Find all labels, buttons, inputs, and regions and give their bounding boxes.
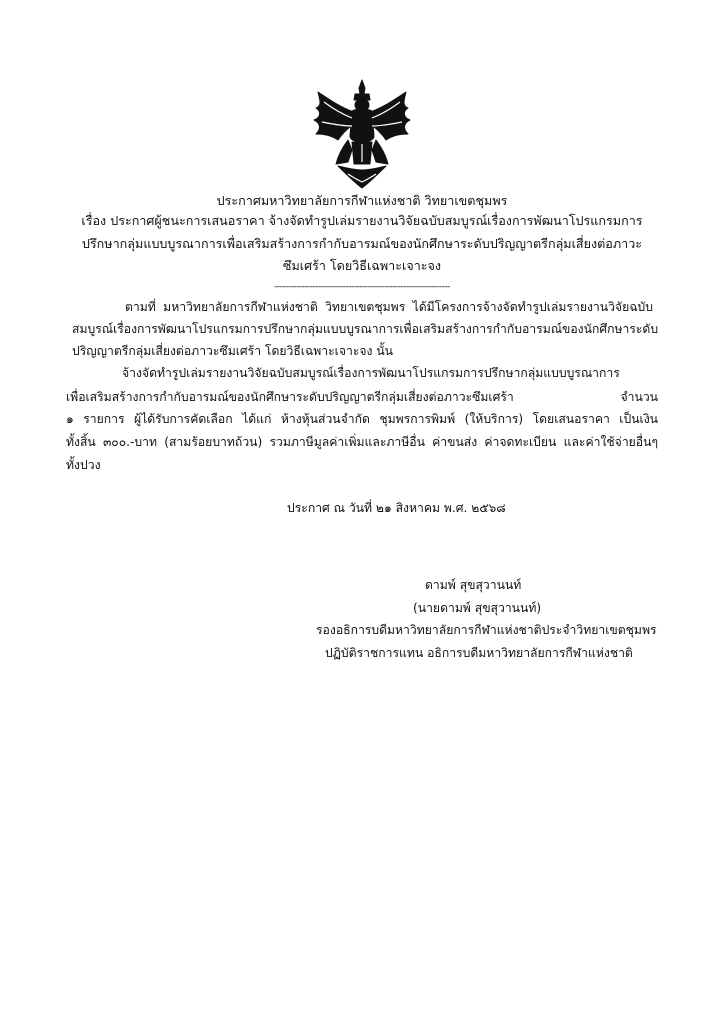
paragraph-1-line-1: ตามที่ มหาวิทยาลัยการกีฬาแห่งชาติ วิทยาเขตชุมพร ได้มีโครงการจ้างจัดทำรูปเล่มรายงานวิจัยฉบับ — [125, 300, 653, 314]
garuda-emblem-icon — [308, 78, 416, 190]
paragraph-1-line-3: ปริญญาตรีกลุ่มเสี่ยงต่อภาวะซึมเศร้า โดยวิธีเฉพาะเจาะจง นั้น — [72, 344, 394, 358]
paragraph-2-line-3: ๑ รายการ ผู้ได้รับการคัดเลือก ได้แก่ ห้างหุ้นส่วนจำกัด ชุมพรการพิมพ์ (ให้บริการ) โดยเสนอราคา เป็นเงิน — [66, 412, 658, 426]
paragraph-2-line-4: ทั้งสิ้น ๓๐๐.-บาท (สามร้อยบาทถ้วน) รวมภาษีมูลค่าเพิ่มและภาษีอื่น ค่าขนส่ง ค่าจดทะเบียน และค่าใช้จ่ายอื่นๆ — [66, 435, 658, 449]
subject-line-1: เรื่อง ประกาศผู้ชนะการเสนอราคา จ้างจัดทำรูปเล่มรายงานวิจัยฉบับสมบูรณ์เรื่องการพัฒนาโปรแกรมการ — [81, 213, 643, 228]
paragraph-2-line-2: เพื่อเสริมสร้างการกำกับอารมณ์ของนักศึกษาระดับปริญญาตรีกลุ่มเสี่ยงต่อภาวะซึมเศร้า จำนวน — [66, 390, 658, 404]
paragraph-1-line-2: สมบูรณ์เรื่องการพัฒนาโปรแกรมการปรึกษากลุ่มแบบบูรณาการเพื่อเสริมสร้างการกำกับอารมณ์ของนักศึกษาระดับ — [72, 322, 659, 336]
printed-name: (นายดามพ์ สุขสุวานนท์) — [413, 601, 542, 615]
paragraph-2-line-1: จ้างจัดทำรูปเล่มรายงานวิจัยฉบับสมบูรณ์เรื่องการพัฒนาโปรแกรมการปรึกษากลุ่มแบบบูรณาการ — [122, 366, 620, 380]
signer-position-1: รองอธิการบดีมหาวิทยาลัยการกีฬาแห่งชาติประจำวิทยาเขตชุมพร — [316, 623, 657, 637]
signer-position-2: ปฏิบัติราชการแทน อธิการบดีมหาวิทยาลัยการกีฬาแห่งชาติ — [325, 646, 633, 660]
separator-line: ---------------------------------------------------------------- — [274, 282, 450, 292]
announcement-title: ประกาศมหาวิทยาลัยการกีฬาแห่งชาติ วิทยาเขตชุมพร — [216, 193, 508, 208]
paragraph-2-line-5: ทั้งปวง — [66, 458, 101, 472]
announcement-date: ประกาศ ณ วันที่ ๒๑ สิงหาคม พ.ศ. ๒๕๖๘ — [287, 501, 506, 515]
subject-line-2: ปรึกษากลุ่มแบบบูรณาการเพื่อเสริมสร้างการกำกับอารมณ์ของนักศึกษาระดับปริญญาตรีกลุ่มเสี่ยงต่อภาวะ — [81, 236, 643, 251]
signed-name: ดามพ์ สุขสุวานนท์ — [425, 578, 522, 592]
subject-line-3: ซึมเศร้า โดยวิธีเฉพาะเจาะจง — [282, 258, 442, 273]
